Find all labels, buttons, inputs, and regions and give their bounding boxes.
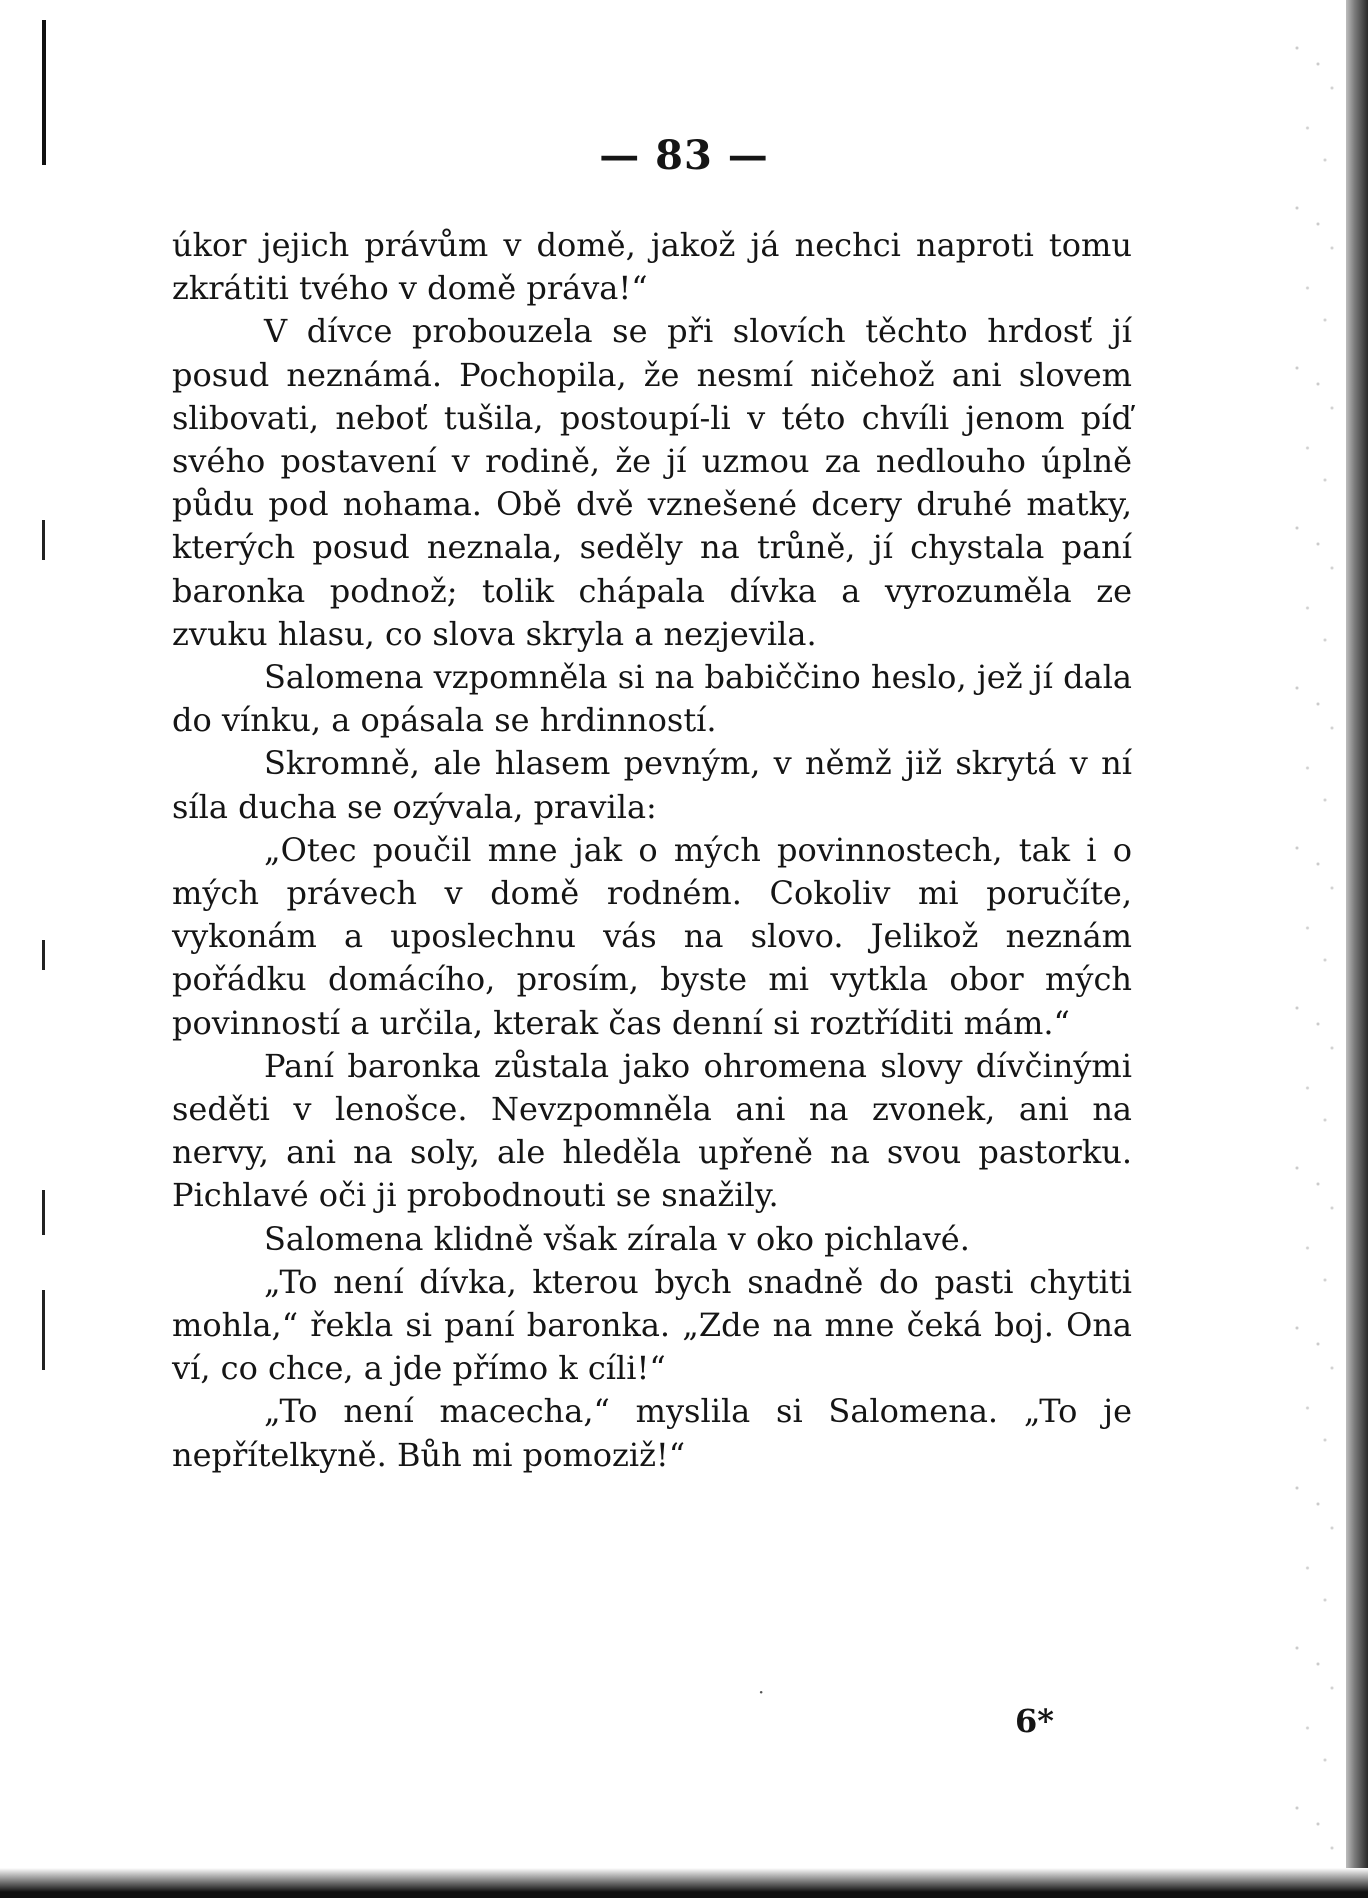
paragraph: Skromně, ale hlasem pevným, v němž již skrytá v ní síla ducha se ozývala, pravila:	[172, 744, 1132, 826]
right-margin-speckle	[1276, 40, 1346, 1860]
edge-mark	[42, 1290, 45, 1370]
signature-mark: 6*	[1015, 1702, 1054, 1740]
edge-mark	[42, 1190, 45, 1235]
paragraph: „Otec poučil mne jak o mých povinnostech, tak i o mých právech v domě rodném. Cokoliv mi poručíte, vykonám a uposlechnu vás na slovo. Jelikož neznám pořádku domácího, prosím, byste mi vytkla obor mých povinností a určila, kterak čas denní si roztříditi mám.“	[172, 830, 1132, 1042]
paragraph: Paní baronka zůstala jako ohromena slovy dívčinými seděti v lenošce. Nevzpomněla ani na zvonek, ani na nervy, ani na soly, ale hleděla upřeně na svou pastorku. Pichlavé oči ji probodnouti se snažily.	[172, 1046, 1132, 1215]
body-text	[172, 224, 1132, 1477]
paragraph: V dívce probouzela se při slovích těchto hrdosť jí posud neznámá. Pochopila, že nesmí ničehož ani slovem slibovati, neboť tušila, postoupí-li v této chvíli jenom píď svého postavení v rodině, že jí uzmou za nedlouho úplně půdu pod nohama. Obě dvě vznešené dcery druhé matky, kterých posud neznala, seděly na trůně, jí chystala paní baronka podnož; tolik chápala dívka a vyrozuměla ze zvuku hlasu, co slova skryla a nezjevila.	[172, 312, 1132, 653]
paragraph: úkor jejich právům v domě, jakož já nechci naproti tomu zkrátiti tvého v domě práva!“	[172, 226, 1132, 308]
edge-mark	[42, 940, 45, 970]
right-page-edge	[1346, 0, 1368, 1898]
edge-mark	[42, 520, 45, 560]
paragraph: Salomena klidně však zírala v oko pichlavé.	[264, 1219, 970, 1258]
bottom-page-edge	[0, 1868, 1368, 1898]
page-number: — 83 —	[599, 132, 769, 179]
paragraph: „To není dívka, kterou bych snadně do pasti chytiti mohla,“ řekla si paní baronka. „Zde na mne čeká boj. Ona ví, co chce, a jde přímo k cíli!“	[172, 1262, 1132, 1388]
paragraph: Salomena vzpomněla si na babiččino heslo, jež jí dala do vínku, a opásala se hrdinností.	[172, 658, 1132, 740]
ink-speck: ·	[758, 1680, 765, 1704]
paragraph: „To není macecha,“ myslila si Salomena. „To je nepřítelkyně. Bůh mi pomoziž!“	[172, 1392, 1132, 1474]
